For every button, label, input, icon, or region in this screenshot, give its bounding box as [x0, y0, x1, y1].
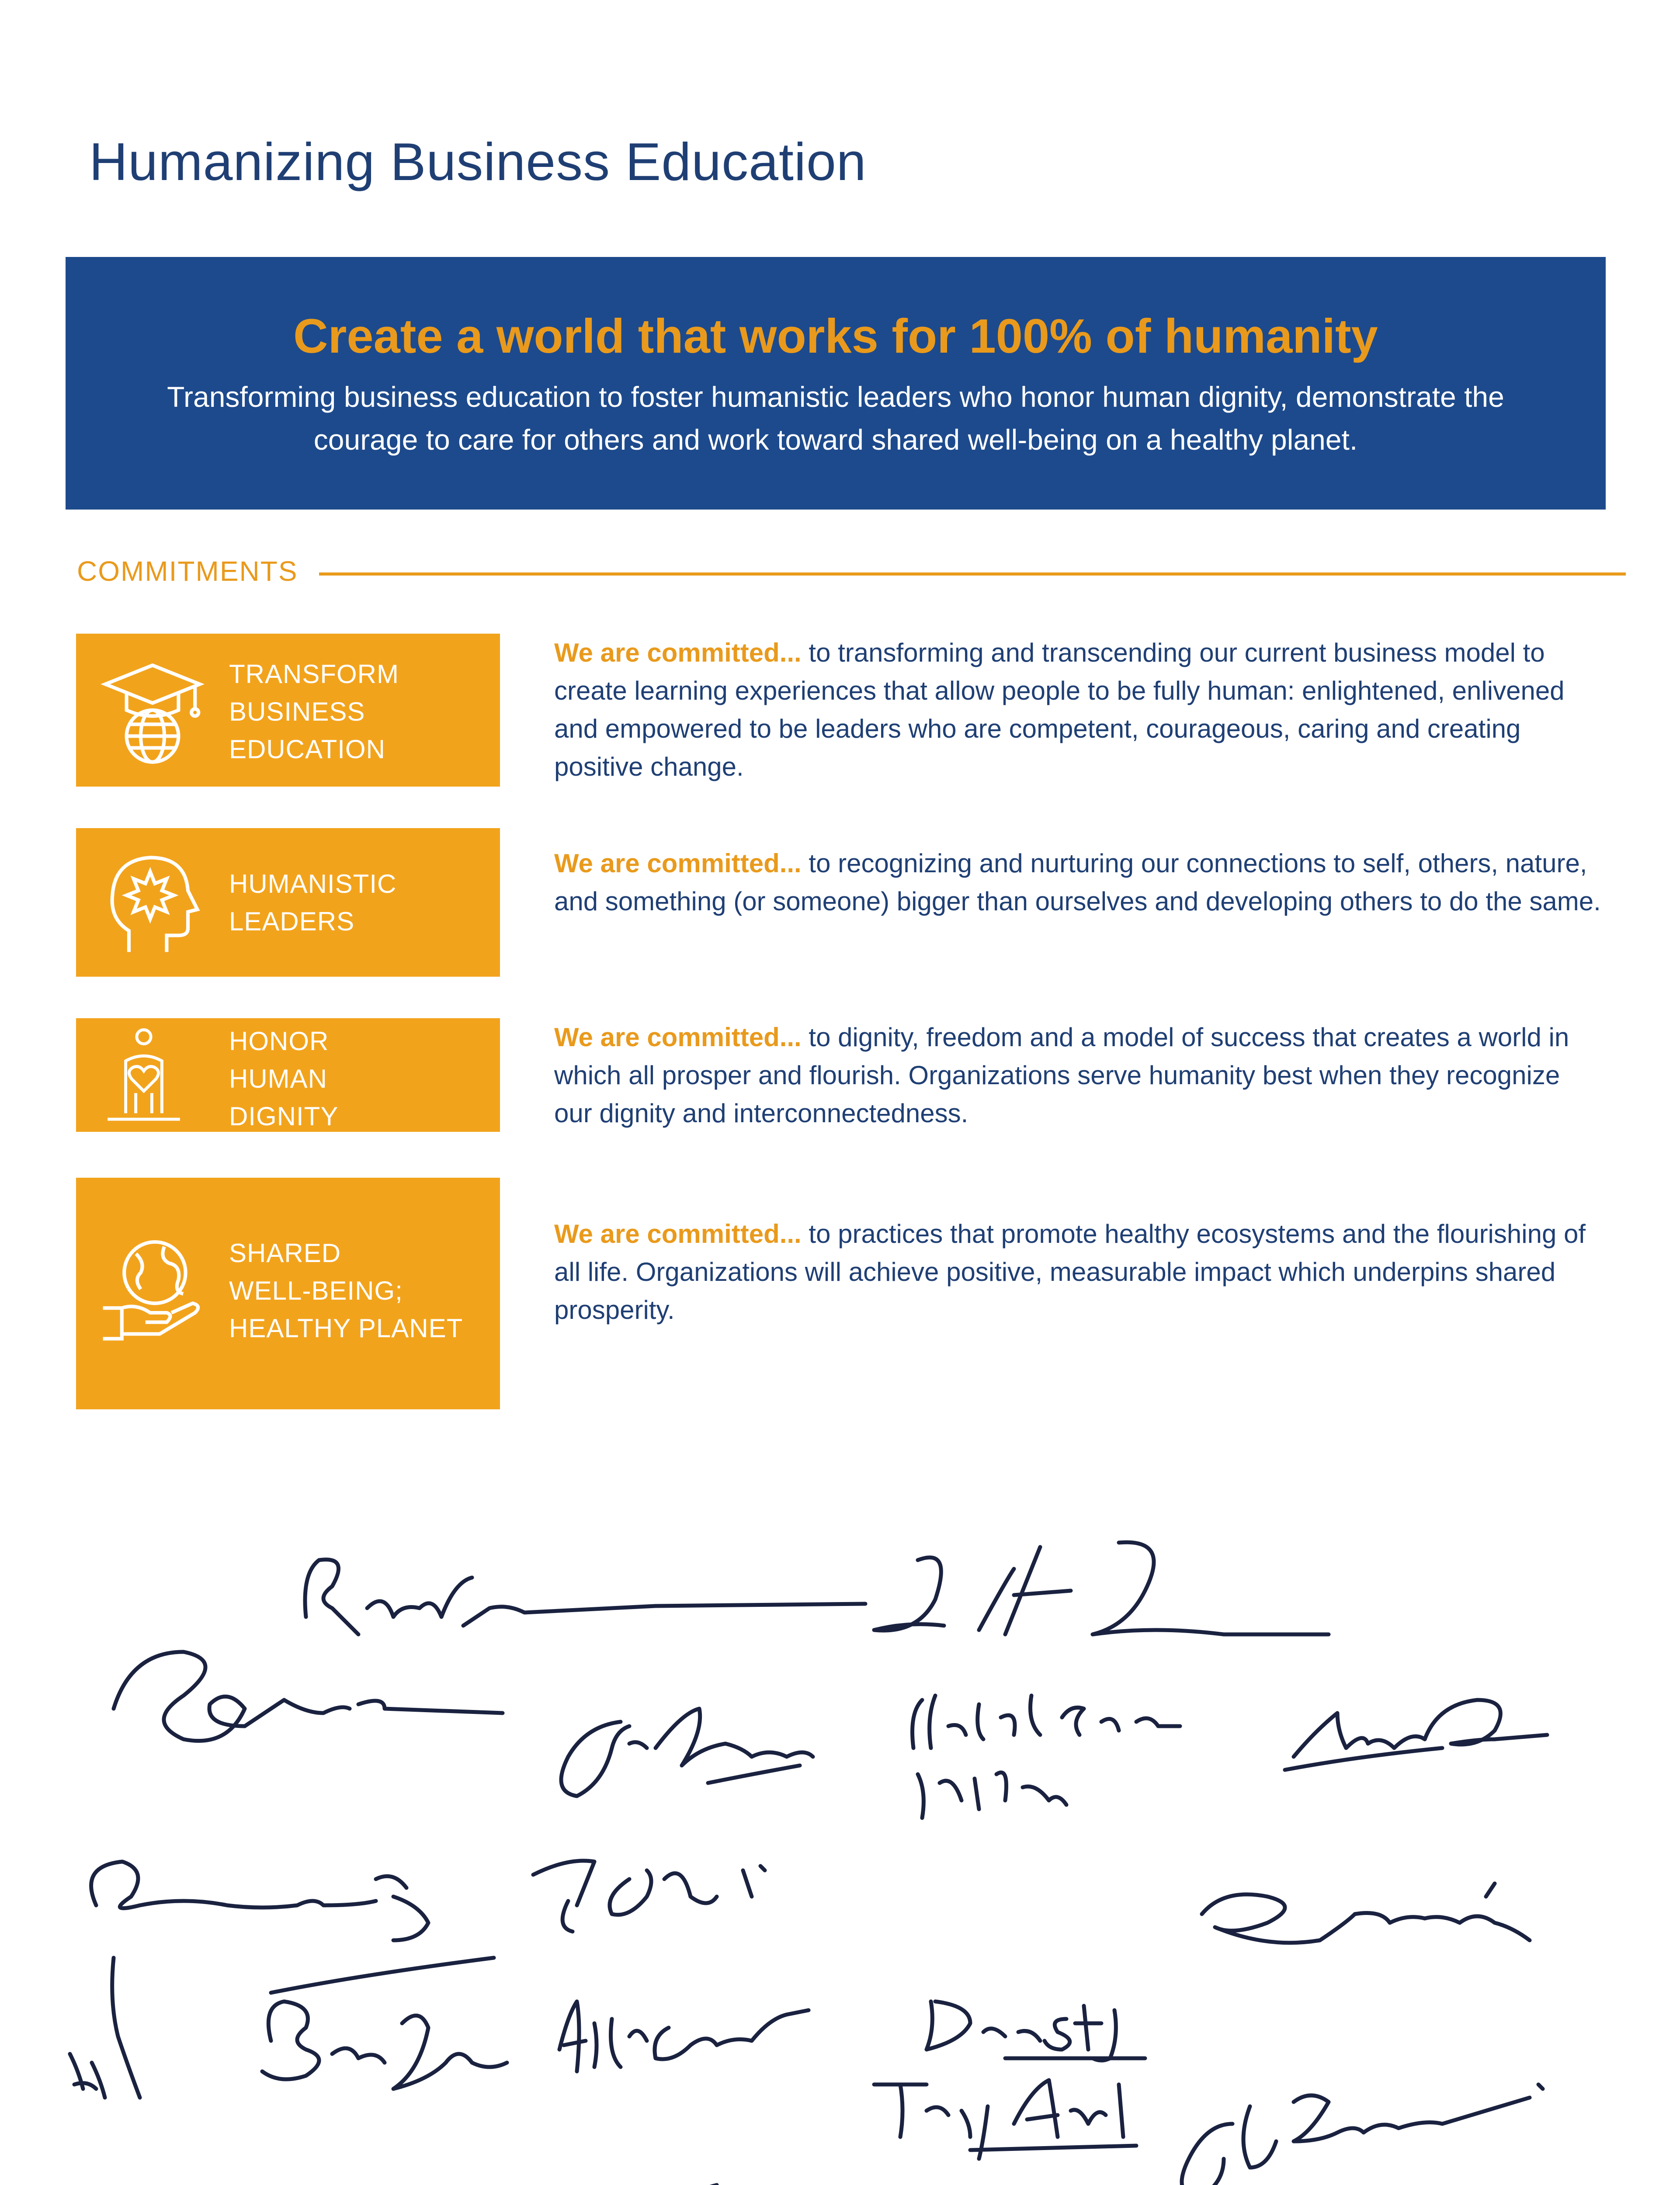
commitment-body: to practices that promote healthy ecosystems and the flourishing of all life. Organizations will achieve positive, measurable impact which underpins shared prosperity.: [554, 1219, 1586, 1325]
signature: [533, 1861, 765, 1932]
signature: [1285, 1700, 1547, 1770]
commitment-lead: We are committed...: [554, 638, 802, 667]
commitment-tile-planet: [76, 1178, 500, 1409]
commitment-text-planet: [554, 1215, 1603, 1329]
commitment-tile-transform: [76, 634, 500, 787]
commitment-tile-dignity: [76, 1018, 500, 1132]
hand-globe-icon: [94, 1230, 212, 1348]
commitment-tile-leaders: [76, 828, 500, 977]
commitments-section-label: COMMITMENTS: [77, 555, 298, 587]
person-heart-icon: [94, 1025, 194, 1125]
commitment-lead: We are committed...: [554, 1219, 802, 1249]
signature: [1202, 1883, 1530, 1943]
graduation-globe-icon: [94, 651, 212, 769]
tile-label: HUMANISTIC LEADERS: [229, 869, 397, 936]
signature: [559, 2001, 809, 2071]
page-title: Humanizing Business Education: [89, 132, 867, 191]
signatures-area: [0, 1521, 1680, 2185]
commitment-text-dignity: [554, 1018, 1603, 1132]
signature: [1182, 2084, 1543, 2185]
signature: [874, 2080, 1136, 2159]
commitment-text-transform: [554, 634, 1603, 786]
commitment-lead: We are committed...: [554, 849, 802, 878]
mission-banner: [66, 257, 1606, 510]
signature: [874, 1542, 1329, 1634]
tile-label: TRANSFORM BUSINESS EDUCATION: [229, 659, 399, 764]
signature: [114, 1652, 503, 1741]
signature: [913, 1696, 1180, 1818]
signature: [927, 2001, 1145, 2060]
signature: [561, 1709, 813, 1796]
commitment-lead: We are committed...: [554, 1023, 802, 1052]
commitment-body: to dignity, freedom and a model of success that creates a world in which all prosper and flourish. Organizations serve humanity best when they recognize our dignity and interconnectedness.: [554, 1023, 1569, 1128]
tile-label: SHARED WELL-BEING; HEALTHY PLANET: [229, 1238, 463, 1343]
banner-headline: Create a world that works for 100% of humanity: [293, 309, 1378, 363]
head-star-icon: [94, 843, 212, 961]
banner-subtext: Transforming business education to foster humanistic leaders who honor human dignity, demonstrate the courage to care for others and work toward shared well-being on a healthy planet.: [167, 381, 1504, 456]
tile-label: HONOR HUMAN DIGNITY: [229, 1027, 339, 1131]
commitment-body: to transforming and transcending our current business model to create learning experiences that allow people to be fully human: enlightened, enlivened and empowered to be leaders who are competent, courageous, caring and creating positive change.: [554, 638, 1565, 781]
signature: [305, 1560, 865, 1634]
signature: [262, 1958, 507, 2089]
signature: [70, 1958, 140, 2098]
signature: [91, 1862, 428, 1940]
section-divider: [319, 572, 1626, 576]
commitment-text-leaders: [554, 844, 1603, 920]
commitment-body: to recognizing and nurturing our connections to self, others, nature, and something (or someone) bigger than ourselves and developing others to do the same.: [554, 849, 1601, 916]
